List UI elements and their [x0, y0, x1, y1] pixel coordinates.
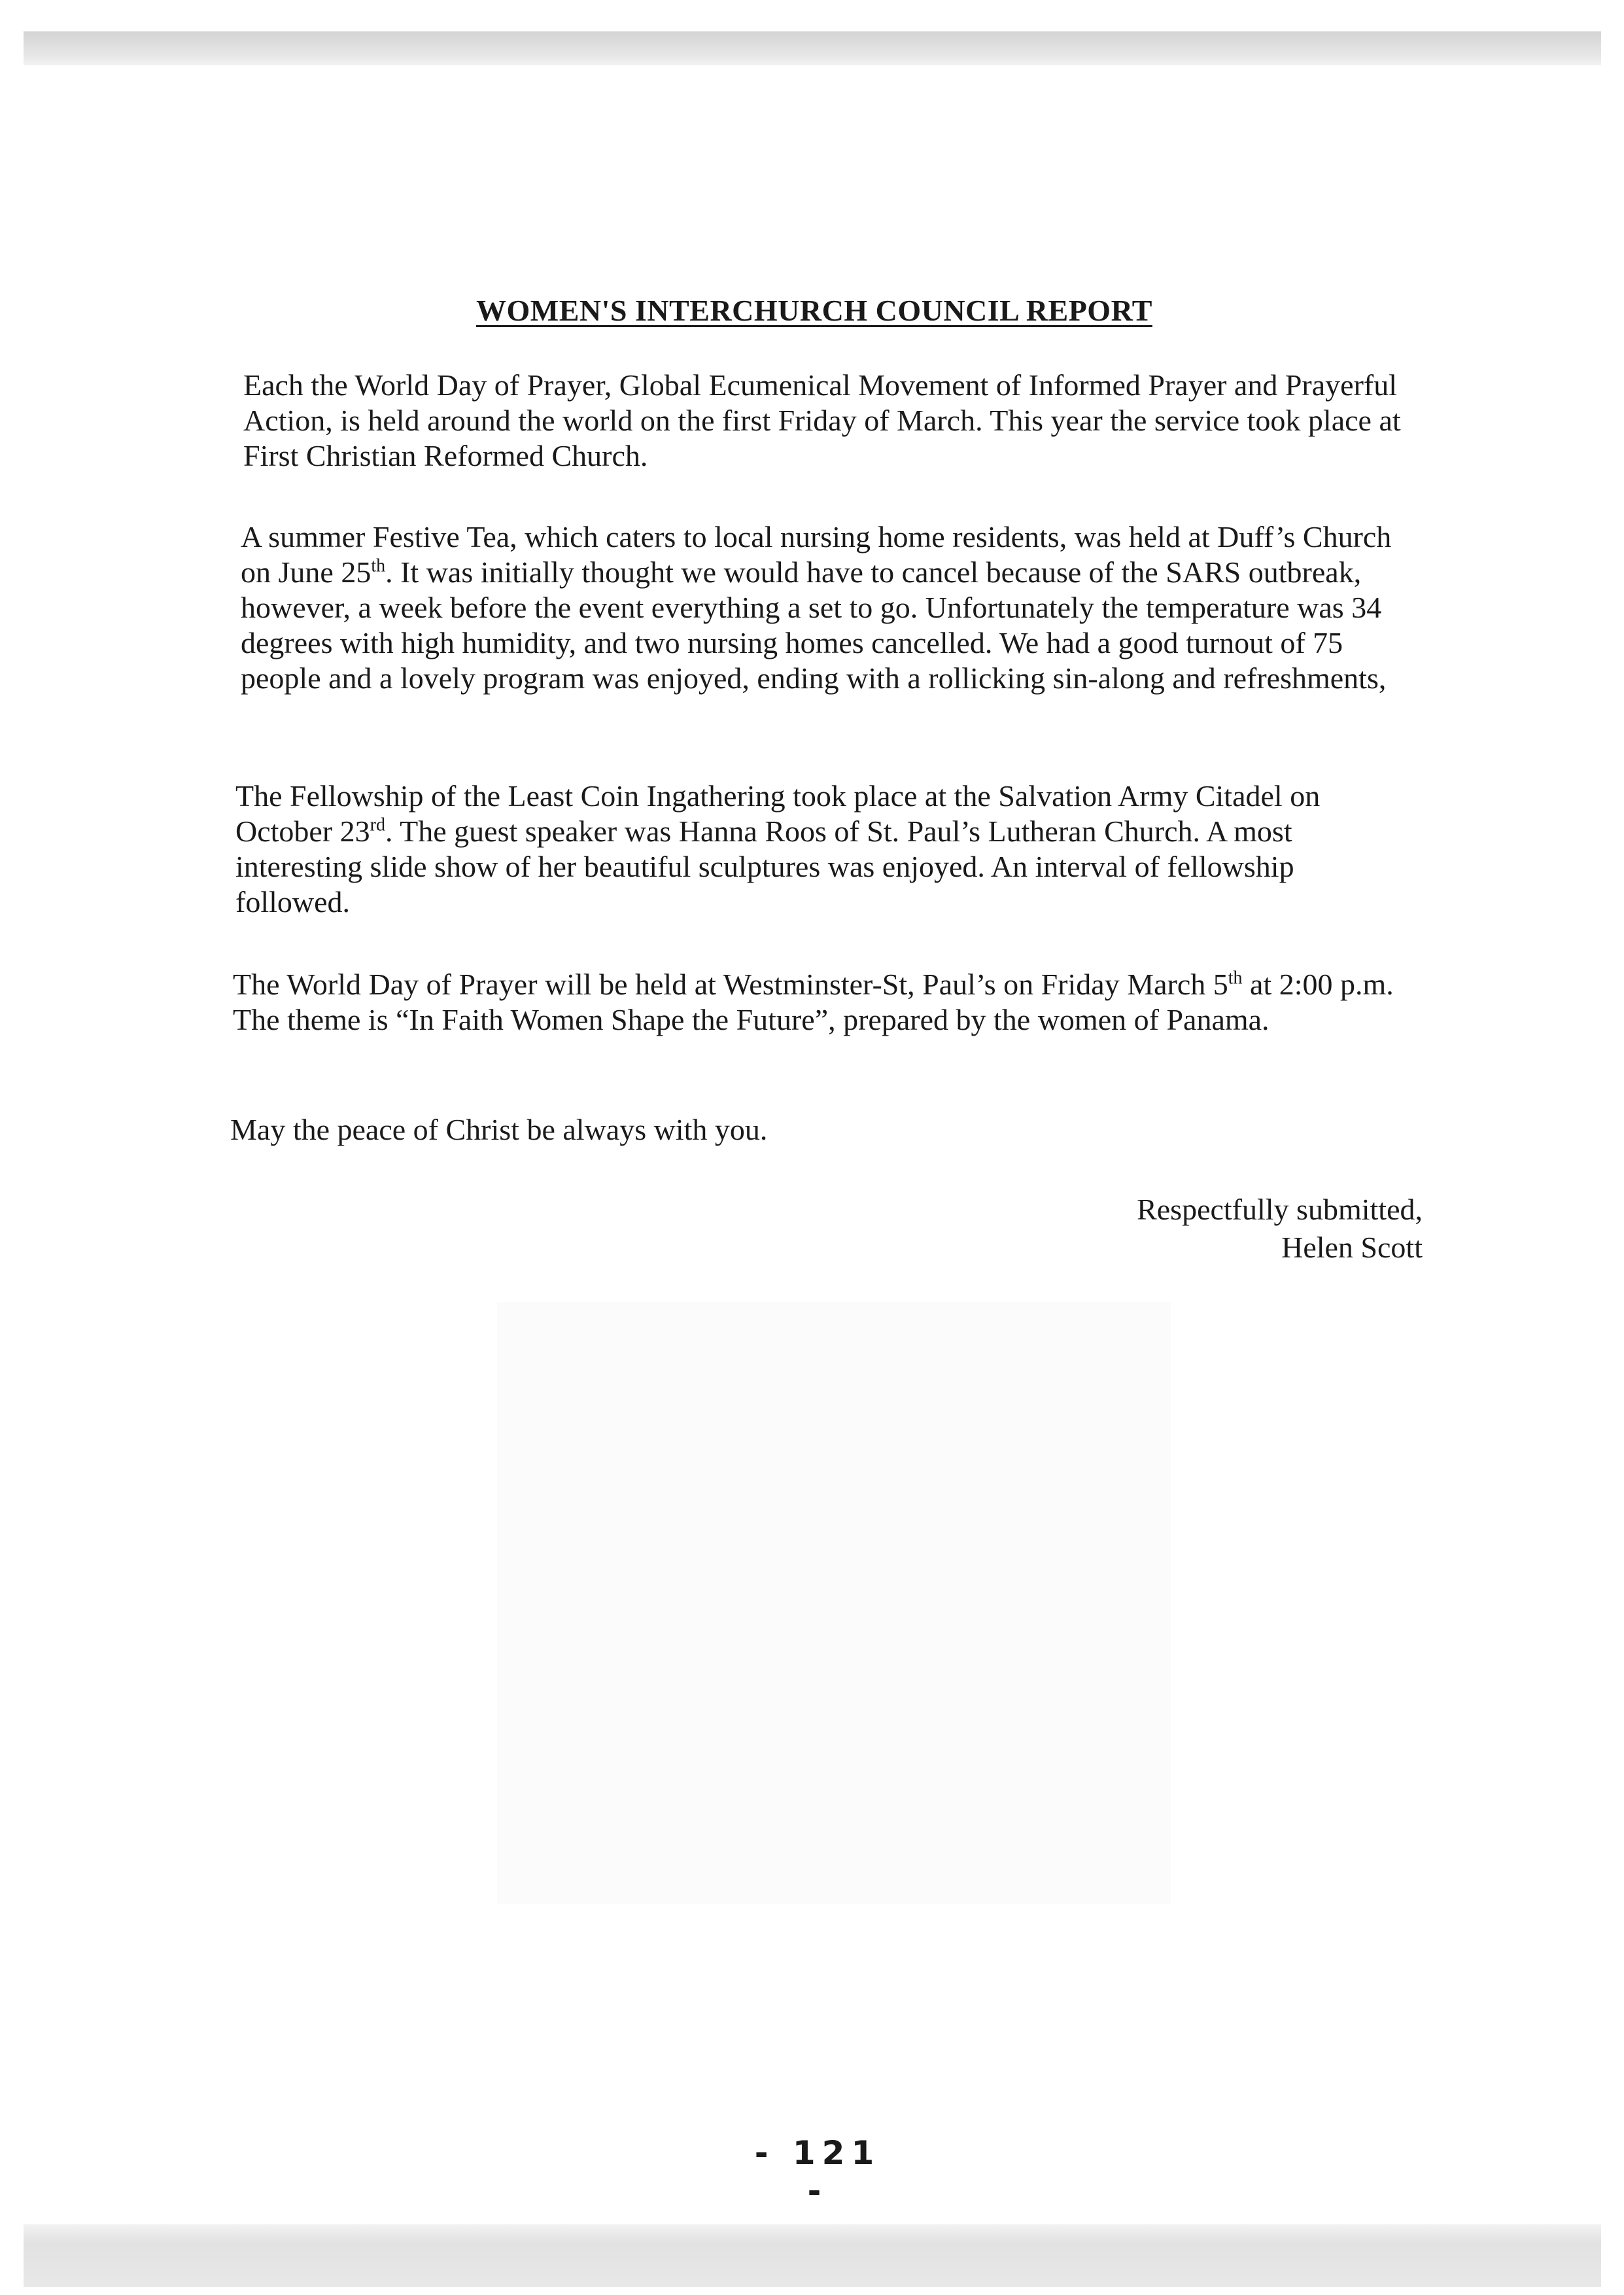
- signature-closing: Respectfully submitted,: [1137, 1193, 1423, 1226]
- show-through-bleed: [497, 1302, 1171, 1904]
- paragraph-text: A summer Festive Tea, which caters to local nursing home residents, was held at Duff’s Church on June 25: [241, 520, 1392, 589]
- paragraph-text: The Fellowship of the Least Coin Ingathering took place at the Salvation Army Citadel on October 23: [235, 779, 1321, 848]
- ordinal-suffix: rd: [370, 815, 385, 835]
- paragraph-least-coin: [235, 779, 1406, 920]
- report-title: WOMEN'S INTERCHURCH COUNCIL REPORT: [476, 294, 1152, 327]
- paragraph-festive-tea: [241, 519, 1411, 696]
- ordinal-suffix: th: [1228, 968, 1243, 989]
- ordinal-suffix: th: [371, 555, 386, 576]
- paragraph-blessing: May the peace of Christ be always with you.: [230, 1113, 768, 1146]
- scan-edge-top: [24, 31, 1601, 65]
- paragraph-text: . The guest speaker was Hanna Roos of St. Paul’s Lutheran Church. A most interesting slide show of her beautiful sculptures was enjoyed. An interval of fellowship followed.: [235, 815, 1294, 919]
- paragraph-upcoming-prayer-day: [233, 967, 1404, 1038]
- paragraph-text: The World Day of Prayer will be held at Westminster-St, Paul’s on Friday March 5: [233, 968, 1228, 1001]
- signature-name: Helen Scott: [1281, 1231, 1423, 1264]
- paragraph-text: at 2:00 p.m. The theme is “In Faith Women Shape the Future”, prepared by the women of Panama.: [233, 968, 1394, 1036]
- signature-block: [965, 1191, 1423, 1267]
- scan-edge-bottom: [24, 2224, 1601, 2287]
- page-number: - 121 -: [754, 2134, 881, 2210]
- paragraph-world-day-of-prayer: Each the World Day of Prayer, Global Ecumenical Movement of Informed Prayer and Prayerful Action, is held around the world on the first Friday of March. This year the service took place at First Christian Reformed Church.: [243, 368, 1401, 472]
- paragraph-text: . It was initially thought we would have to cancel because of the SARS outbreak, however, a week before the event everything a set to go. Unfortunately the temperature was 34 degrees with high humidity, and two nursing homes cancelled. We had a good turnout of 75 people and a lovely program was enjoyed, ending with a rollicking sin-along and refreshments,: [241, 555, 1387, 695]
